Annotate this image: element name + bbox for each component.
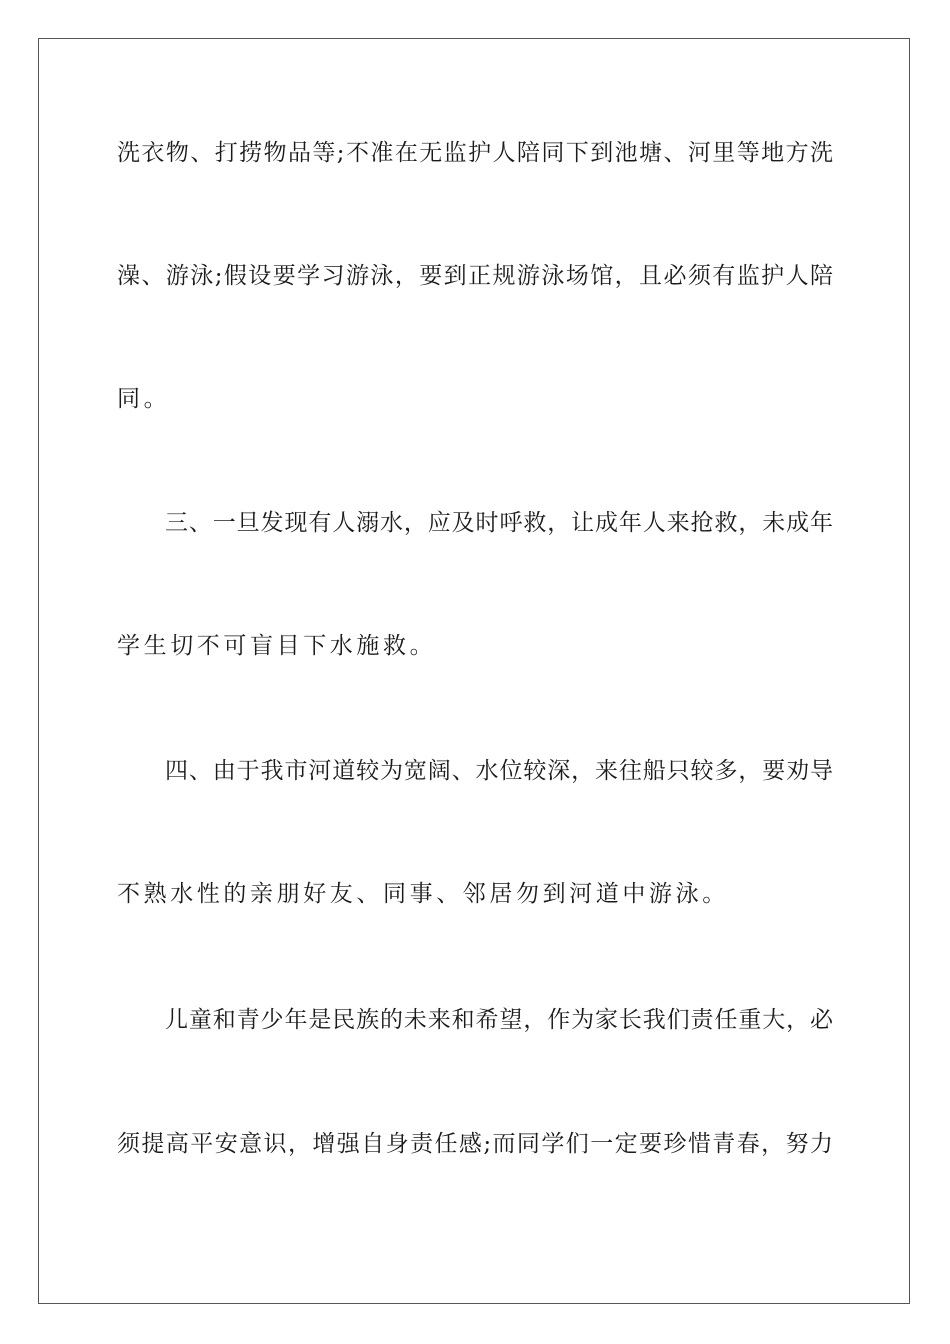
text-line-2: 澡、游泳;假设要学习游泳，要到正规游泳场馆，且必须有监护人陪 (117, 263, 833, 289)
text-line-1: 洗衣物、打捞物品等;不准在无监护人陪同下到池塘、河里等地方洗 (117, 140, 833, 166)
paragraph-three-line-1: 三、一旦发现有人溺水，应及时呼救，让成年人来抢救，未成年 (165, 510, 833, 536)
paragraph-three-line-2: 学生切不可盲目下水施救。 (117, 633, 437, 659)
paragraph-four-line-1: 四、由于我市河道较为宽阔、水位较深，来往船只较多，要劝导 (165, 758, 833, 784)
paragraph-five-line-1: 儿童和青少年是民族的未来和希望，作为家长我们责任重大，必 (165, 1007, 833, 1033)
paragraph-five-line-2: 须提高平安意识，增强自身责任感;而同学们一定要珍惜青春，努力 (117, 1131, 833, 1157)
text-line-3: 同。 (117, 386, 171, 412)
paragraph-four-line-2: 不熟水性的亲朋好友、同事、邻居勿到河道中游泳。 (117, 881, 729, 907)
page-border (38, 38, 910, 1304)
